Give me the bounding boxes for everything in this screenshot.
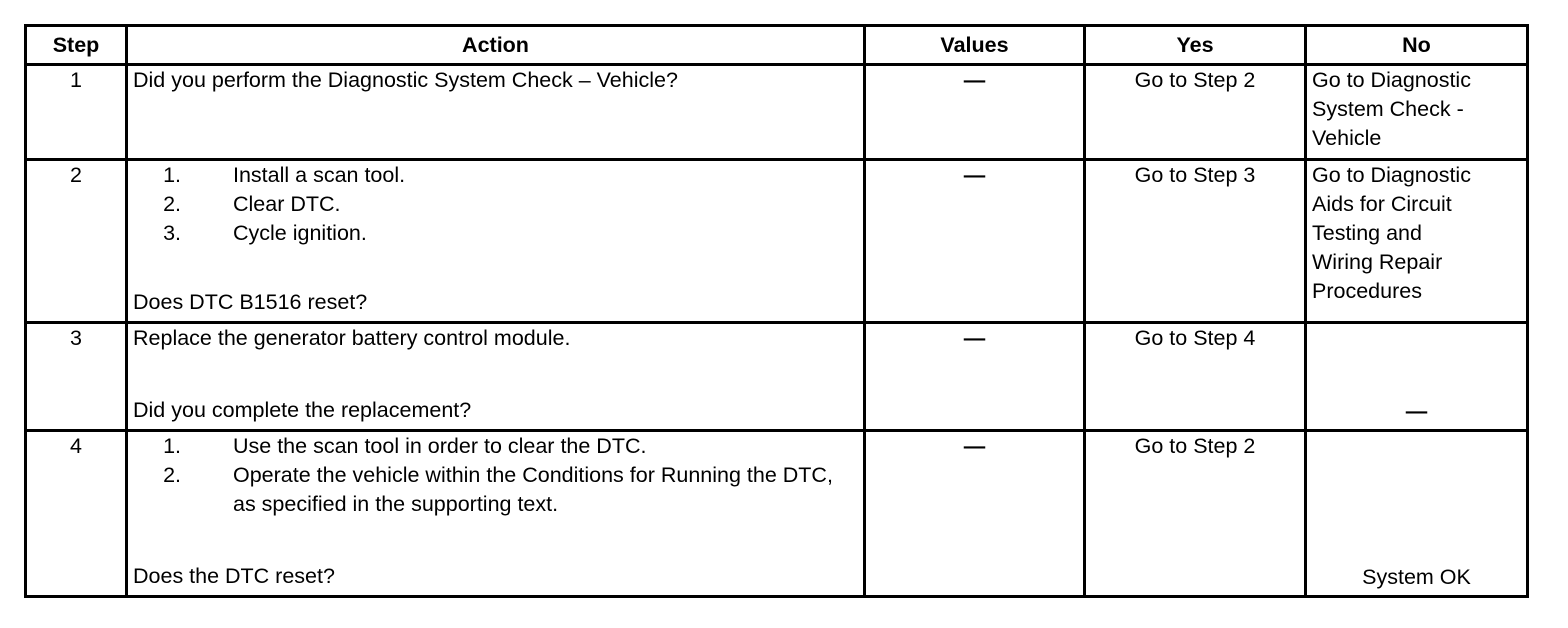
no-line: System Check - [1312,97,1464,121]
values-cell: — [865,160,1085,323]
action-question: Does DTC B1516 reset? [133,290,368,314]
no-cell [1306,65,1528,160]
list-text: Clear DTC. [233,192,341,216]
header-values: Values [865,26,1085,65]
no-cell: System OK [1306,431,1528,597]
values-cell: — [865,323,1085,431]
no-line: Procedures [1312,279,1422,303]
action-list-item [133,190,858,219]
list-text: Use the scan tool in order to clear the DTC. [233,434,647,458]
step-number: 2 [26,160,127,323]
yes-cell: Go to Step 3 [1085,160,1306,323]
header-step: Step [26,26,127,65]
action-question: Did you perform the Diagnostic System Check – Vehicle? [133,68,678,92]
list-text: Operate the vehicle within the Conditions for Running the DTC, as specified in the supporting text. [233,463,833,516]
no-line: Testing and [1312,221,1422,245]
list-number: 2. [163,463,181,487]
no-cell: — [1306,323,1528,431]
no-line: Wiring Repair [1312,250,1443,274]
step-number: 3 [26,323,127,431]
table-row [26,65,1528,160]
action-question: Does the DTC reset? [133,564,335,588]
table-row [26,323,1528,431]
action-cell [127,160,865,323]
no-line: Go to Diagnostic [1312,68,1471,92]
yes-cell: Go to Step 4 [1085,323,1306,431]
action-list-item [133,432,858,461]
list-number: 1. [163,163,181,187]
header-action: Action [127,26,865,65]
header-no: No [1306,26,1528,65]
list-number: 3. [163,221,181,245]
list-text: Install a scan tool. [233,163,406,187]
header-row [26,26,1528,65]
yes-cell: Go to Step 2 [1085,431,1306,597]
no-line: Aids for Circuit [1312,192,1452,216]
action-cell [127,431,865,597]
values-cell: — [865,431,1085,597]
list-number: 1. [163,434,181,458]
action-cell [127,65,865,160]
table-row [26,431,1528,597]
step-number: 1 [26,65,127,160]
list-text: Cycle ignition. [233,221,367,245]
header-yes: Yes [1085,26,1306,65]
diagnostic-table [24,24,1529,598]
no-line: Go to Diagnostic [1312,163,1471,187]
no-line: Vehicle [1312,126,1382,150]
no-cell [1306,160,1528,323]
action-statement: Replace the generator battery control module. [133,326,571,350]
action-list-item [133,461,858,519]
yes-cell: Go to Step 2 [1085,65,1306,160]
step-number: 4 [26,431,127,597]
action-cell [127,323,865,431]
list-number: 2. [163,192,181,216]
values-cell: — [865,65,1085,160]
action-question: Did you complete the replacement? [133,398,472,422]
table-row [26,160,1528,323]
action-list-item [133,161,858,190]
action-list-item [133,219,858,248]
